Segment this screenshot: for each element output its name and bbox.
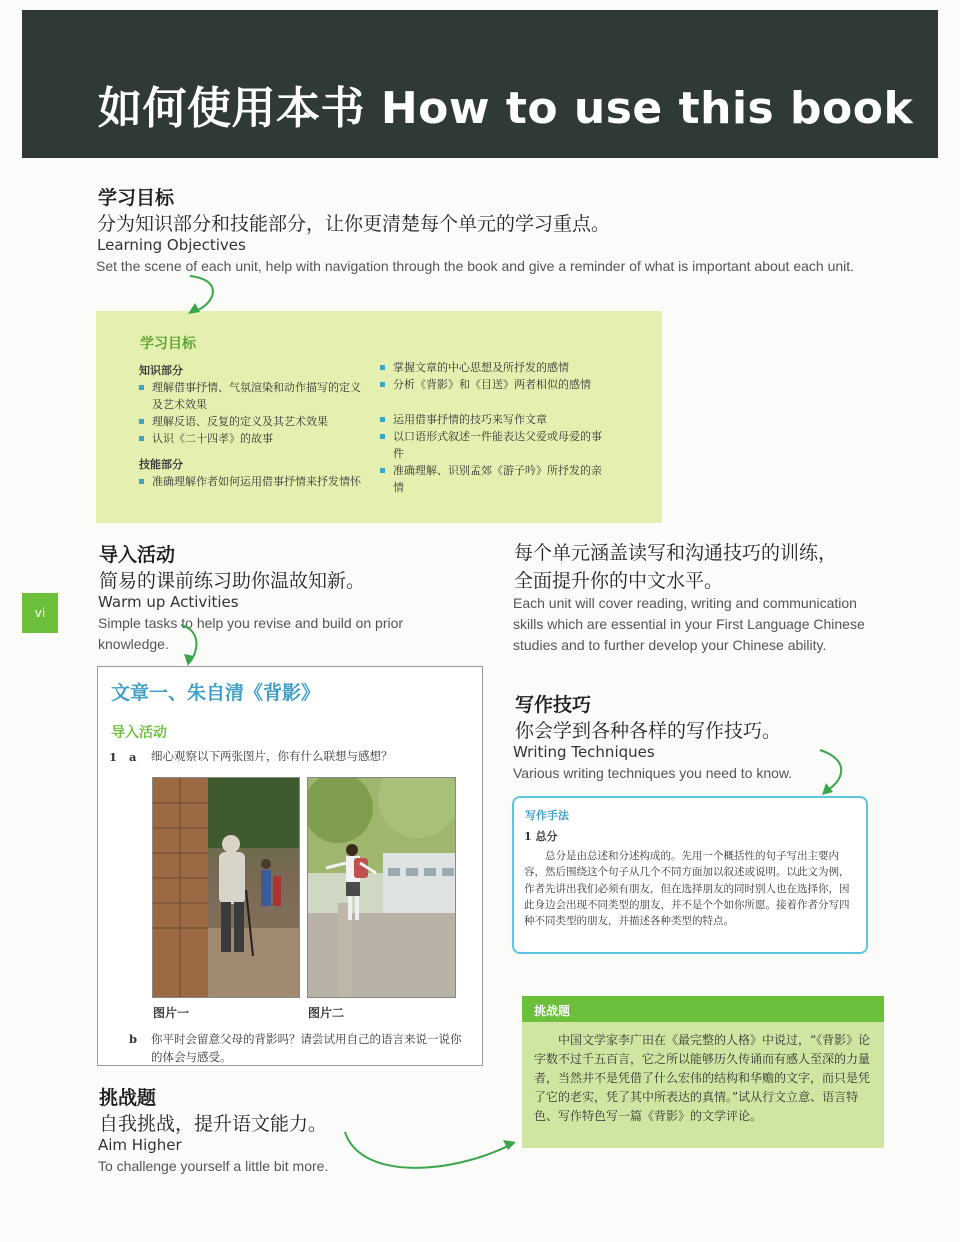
aim-example-body: 中国文学家李广田在《最完整的人格》中说过，“《背影》论字数不过千五百言，它之所以能够历久传诵而有感人至深的力量者，当然并不是凭借了什么宏伟的结构和华赡的文字，而只是凭了它的老实，凭了其中所表达的真情。”试从行文立意、语言特色、写作特色写一篇《背影》的文学评论。 xyxy=(534,1033,871,1123)
skills-desc-en: Each unit will cover reading, writing and communication skills which are essential in your First Language Chinese studies and to further develop your Chinese ability. xyxy=(513,595,865,653)
lo-heading-zh: 学习目标 xyxy=(98,187,175,209)
lo-knowledge-item: 认识《二十四孝》的故事 xyxy=(139,430,380,447)
skills-desc-zh-2: 全面提升你的中文水平。 xyxy=(514,570,724,592)
lo-right-item: 以口语形式叙述一件能表达父爱或母爱的事件 xyxy=(380,428,611,462)
aim-example-title: 挑战题 xyxy=(534,1004,571,1018)
aim-heading-en: Aim Higher xyxy=(98,1136,182,1154)
lo-example-title: 学习目标 xyxy=(140,336,196,352)
lo-right-item: 运用借事抒情的技巧来写作文章 xyxy=(380,411,631,428)
warmup-desc-zh: 简易的课前练习助你温故知新。 xyxy=(99,570,366,592)
question-letter: a xyxy=(129,750,137,764)
arrow-aim-higher xyxy=(345,1132,510,1168)
warmup-desc-en: Simple tasks to help you revise and build on prior knowledge. xyxy=(98,615,404,652)
question-number: 1 xyxy=(109,750,118,764)
skills-desc-zh-1: 每个单元涵盖读写和沟通技巧的训练， xyxy=(514,542,838,564)
arrow-writing-techniques xyxy=(820,750,841,792)
lo-skills-label: 技能部分 xyxy=(139,458,183,471)
page-number-tab: vi xyxy=(22,593,58,633)
chapter-title: 文章一、朱自清《背影》 xyxy=(111,682,321,704)
warmup-heading-en: Warm up Activities xyxy=(98,593,239,611)
lo-right-item: 分析《背影》和《目送》两者相似的感情 xyxy=(380,376,611,393)
question-letter: b xyxy=(129,1032,138,1046)
wt-example-title: 写作手法 xyxy=(525,809,569,822)
aim-heading-zh: 挑战题 xyxy=(99,1087,157,1109)
page-title: 如何使用本书 How to use this book xyxy=(98,83,914,134)
wt-example-body: 总分是由总述和分述构成的。先用一个概括性的句子写出主要内容，然后围绕这个句子从几个不同方面加以叙述或说明。以此文为例，作者先讲出我们必须有朋友，但在选择朋友的同时别人也在选择你，因此身边会出现不同类型的朋友，并不是个个如你所愿。接着作者分写四种不同类型的朋友，并描述各种类型的特点。 xyxy=(524,850,850,928)
lo-knowledge-item: 理解借事抒情、气氛渲染和动作描写的定义及艺术效果 xyxy=(139,379,370,413)
wt-desc-zh: 你会学到各种各样的写作技巧。 xyxy=(515,720,782,742)
aim-desc-zh: 自我挑战，提升语文能力。 xyxy=(99,1113,328,1135)
lo-desc-en: Set the scene of each unit, help with navigation through the book and give a reminder of what is important about each unit. xyxy=(96,258,855,274)
wt-example-subtitle: 1 总分 xyxy=(524,830,558,843)
wt-heading-en: Writing Techniques xyxy=(513,743,655,761)
arrowhead-icon xyxy=(188,303,200,314)
wt-desc-en: Various writing techniques you need to know. xyxy=(513,765,793,781)
question-text: 细心观察以下两张图片，你有什么联想与感想？ xyxy=(151,749,393,763)
lo-right-item: 准确理解、识别孟郊《游子吟》所抒发的亲情 xyxy=(380,462,611,496)
warmup-heading-zh: 导入活动 xyxy=(99,544,176,566)
lo-desc-zh: 分为知识部分和技能部分，让你更清楚每个单元的学习重点。 xyxy=(97,213,611,235)
lo-right-item: 掌握文章的中心思想及所抒发的感情 xyxy=(380,359,631,376)
lo-skills-item: 准确理解作者如何运用借事抒情来抒发情怀 xyxy=(139,473,370,490)
arrowhead-icon xyxy=(822,783,833,795)
aim-desc-en: To challenge yourself a little bit more. xyxy=(98,1158,329,1174)
question-text: 你平时会留意父母的背影吗？请尝试用自己的语言来说一说你的体会与感受。 xyxy=(151,1032,462,1064)
photo-caption-2: 图片二 xyxy=(308,1006,345,1020)
warmup-example-title: 导入活动 xyxy=(111,725,167,741)
photo-caption-1: 图片一 xyxy=(153,1006,190,1020)
wt-heading-zh: 写作技巧 xyxy=(515,694,592,716)
lo-heading-en: Learning Objectives xyxy=(97,236,246,254)
lo-knowledge-item: 理解反语、反复的定义及其艺术效果 xyxy=(139,413,380,430)
lo-knowledge-label: 知识部分 xyxy=(139,364,183,377)
